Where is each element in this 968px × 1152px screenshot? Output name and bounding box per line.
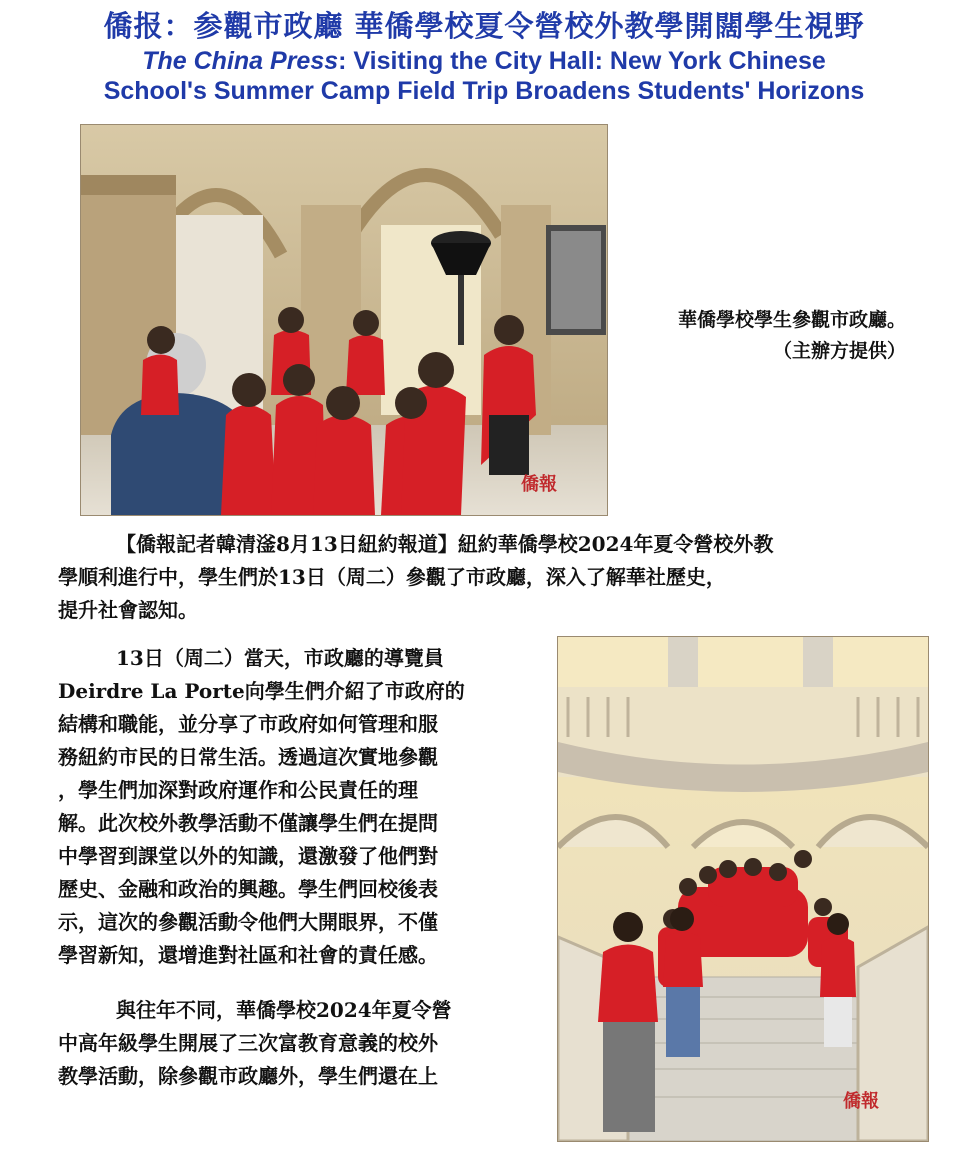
publication-name: The China Press (142, 47, 339, 75)
photo-watermark: 僑報 (521, 474, 557, 495)
photo-watermark: 僑報 (843, 1091, 879, 1112)
paragraph-line: 教學活動，除參觀市政廳外，學生們還在上 (58, 1064, 438, 1088)
paragraph-line: 13日（周二）當天，市政廳的導覽員 (116, 646, 444, 670)
photo-students-rotunda (80, 124, 608, 516)
paragraph-line: 務紐約市民的日常生活。透過這次實地參觀 (58, 745, 438, 769)
headline-chinese: 僑报：参觀市政廳 華僑學校夏令營校外教學開闊學生視野 (103, 9, 865, 43)
photo-caption (616, 305, 906, 367)
article-column (58, 642, 538, 1093)
photo-group-staircase (557, 636, 929, 1142)
paragraph-line: 【僑報記者韓清滏8月13日紐約報道】紐約華僑學校2024年夏令營校外教 (116, 532, 774, 556)
paragraph-line: 結構和職能，並分享了市政府如何管理和服 (58, 712, 438, 736)
paragraph-line: ，學生們加深對政府運作和公民責任的理 (58, 778, 418, 802)
headline-english-line2: School's Summer Camp Field Trip Broadens Students' Horizons (103, 77, 865, 105)
paragraph-line: 學習新知，還增進對社區和社會的責任感。 (58, 943, 438, 967)
paragraph-line: 解。此次校外教學活動不僅讓學生們在提問 (58, 811, 438, 835)
paragraph-line: 中學習到課堂以外的知識，還激發了他們對 (58, 844, 438, 868)
article-paragraph-1 (58, 528, 918, 627)
headline-english (0, 46, 968, 106)
caption-line-1: 華僑學校學生參觀市政廳。 (677, 309, 906, 331)
paragraph-line: 學順利進行中，學生們於13日（周二）參觀了市政廳，深入了解華社歷史， (58, 565, 726, 589)
paragraph-line: 示，這次的參觀活動令他們大開眼界，不僅 (58, 910, 438, 934)
paragraph-line: 歷史、金融和政治的興趣。學生們回校後表 (58, 877, 438, 901)
paragraph-line: 與往年不同，華僑學校2024年夏令營 (116, 998, 452, 1022)
paragraph-line: 提升社會認知。 (58, 598, 198, 622)
headline-english-line1: : Visiting the City Hall: New York Chinese (338, 47, 826, 75)
paragraph-line: 中高年級學生開展了三次富教育意義的校外 (58, 1031, 438, 1055)
caption-line-2: （主辦方提供） (772, 340, 906, 362)
paragraph-line: Deirdre La Porte向學生們介紹了市政府的 (58, 679, 465, 703)
